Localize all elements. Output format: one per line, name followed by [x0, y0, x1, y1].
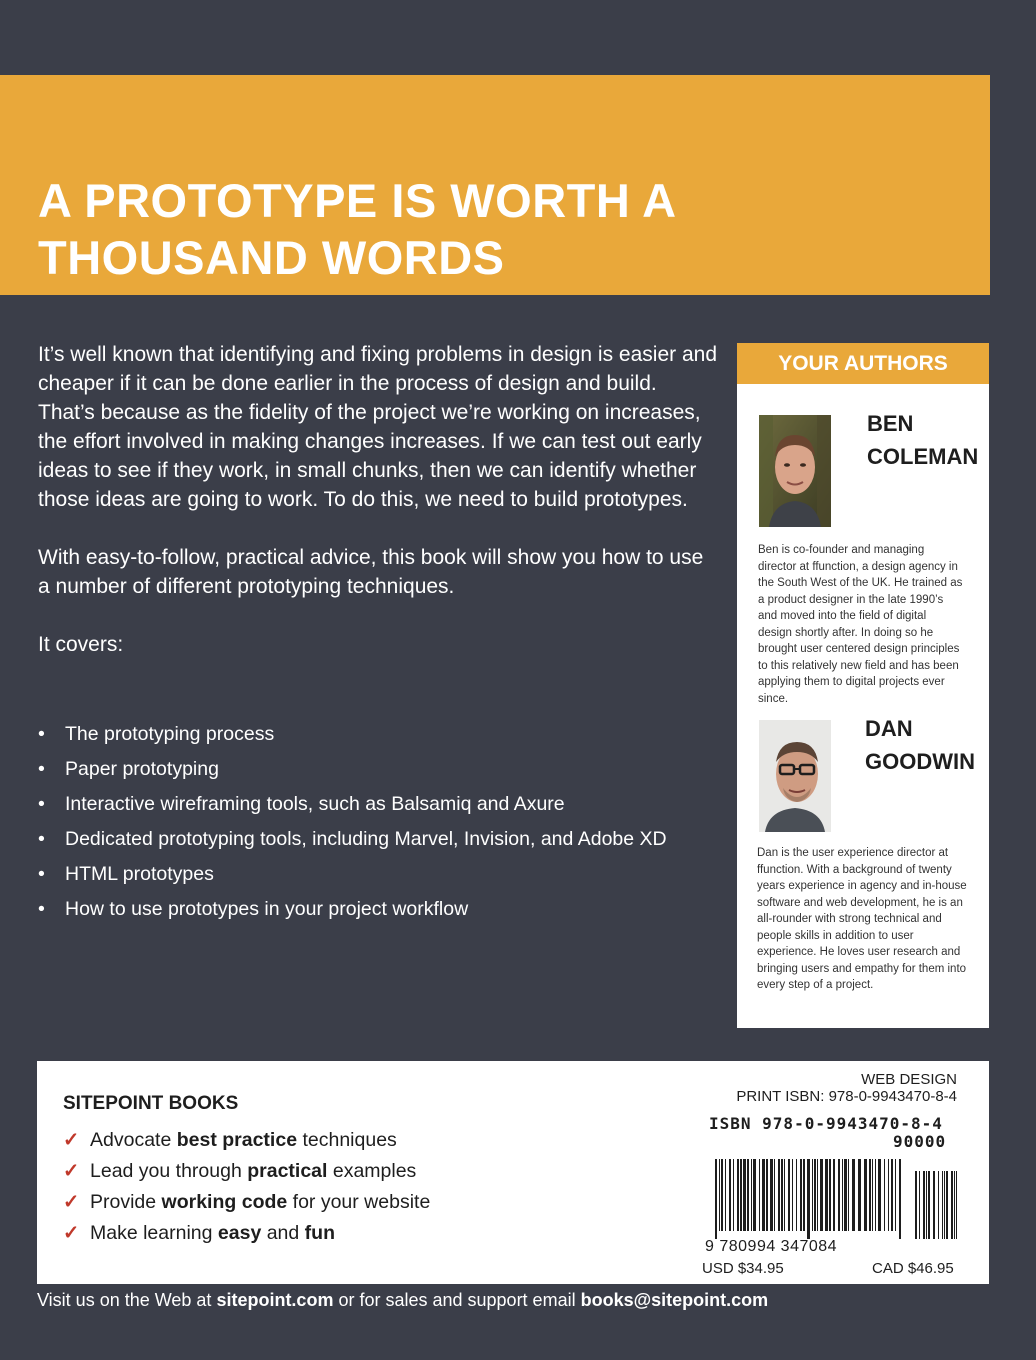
price-usd: USD $34.95: [702, 1260, 784, 1277]
email-link[interactable]: books@sitepoint.com: [580, 1290, 769, 1310]
list-item-text: Dedicated prototyping tools, including Marvel, Invision, and Adobe XD: [65, 828, 667, 850]
barcode-bar: [788, 1159, 790, 1231]
feature-list: [63, 1125, 430, 1249]
list-item-text: HTML prototypes: [65, 863, 214, 885]
intro-text: [38, 340, 718, 688]
title-line-2: THOUSAND WORDS: [38, 231, 505, 284]
barcode-bar: [814, 1159, 816, 1231]
barcode-bar: [942, 1171, 943, 1239]
barcode-bar: [820, 1159, 823, 1231]
barcode-bar: [933, 1171, 935, 1239]
barcode-bar: [766, 1159, 768, 1231]
authors-panel: [737, 343, 989, 1028]
barcode-bar: [938, 1171, 939, 1239]
barcode-bar: [781, 1159, 783, 1231]
barcode-bar: [759, 1159, 760, 1231]
barcode-bar: [844, 1159, 847, 1231]
barcode-bar: [743, 1159, 746, 1231]
barcode-bar: [812, 1159, 813, 1231]
barcode-bar: [838, 1159, 840, 1231]
list-item: [63, 1156, 430, 1187]
barcode-bar: [899, 1159, 901, 1239]
feature-bold: easy: [217, 1222, 262, 1244]
print-isbn: PRINT ISBN: 978-0-9943470-8-4: [736, 1088, 957, 1105]
list-item: [38, 823, 718, 858]
barcode-bar: [796, 1159, 797, 1231]
barcode-bar: [829, 1159, 831, 1231]
barcode-bar: [878, 1159, 881, 1231]
feature-bold: working code: [161, 1191, 288, 1213]
author-first-name: DAN: [865, 716, 913, 741]
barcode-bar: [848, 1159, 849, 1231]
intro-paragraph-3: It covers:: [38, 633, 124, 656]
barcode-bar: [869, 1159, 871, 1231]
barcode-bar: [784, 1159, 785, 1231]
barcode-bar: [792, 1159, 793, 1231]
barcode-bar: [817, 1159, 818, 1231]
ean-digits: 9 780994 347084: [705, 1238, 838, 1255]
barcode-bar: [833, 1159, 835, 1231]
barcode-bar: [778, 1159, 780, 1231]
ben-coleman-photo: [759, 415, 831, 527]
feature-text: Advocate: [90, 1129, 177, 1151]
barcode-bar: [915, 1171, 917, 1239]
bullet-icon: •: [38, 758, 45, 780]
topics-list: [38, 718, 718, 928]
feature-bold: fun: [304, 1222, 335, 1244]
barcode-bar: [895, 1159, 896, 1231]
barcode-bar: [825, 1159, 828, 1231]
barcode-bar: [753, 1159, 756, 1231]
list-item: [38, 788, 718, 823]
bullet-icon: •: [38, 723, 45, 745]
feature-text: examples: [327, 1160, 417, 1182]
authors-heading: YOUR AUTHORS: [737, 343, 989, 384]
barcode-bar: [719, 1159, 720, 1231]
feature-bold: best practice: [176, 1129, 298, 1151]
ben-coleman-bio: Ben is co-founder and managing director at ffunction, a design agency in the South West of the UK. He trained as a product designer in the late 1990’s and moved into the field of digital design shortly after. In doing so he brought user centered design principles to this relatively new field and has been applying them to digital projects ever since.: [758, 544, 963, 705]
barcode-bar: [747, 1159, 749, 1231]
barcode-bar: [733, 1159, 734, 1231]
barcode-bar: [956, 1171, 957, 1239]
back-cover-footer: [37, 1061, 989, 1284]
barcode-bar: [770, 1159, 773, 1231]
barcode-bar: [872, 1159, 873, 1231]
author-first-name: BEN: [867, 411, 914, 436]
bullet-icon: •: [38, 828, 45, 850]
barcode-bar: [864, 1159, 867, 1231]
feature-text: and: [261, 1222, 305, 1244]
addon-code: 90000: [893, 1132, 947, 1151]
barcode-bar: [725, 1159, 726, 1231]
list-item: [38, 858, 718, 893]
list-item: [38, 893, 718, 928]
intro-paragraph-1: It’s well known that identifying and fixing problems in design is easier and cheaper if it can be done earlier in the process of design and build. That’s because as the fidelity of the project we’re working on increases, the effort involved in making changes increases. If we can test out early ideas to see if they work, in small chunks, then we can identify whether those ideas are going to work. To do this, we need to build prototypes.: [38, 343, 717, 511]
intro-paragraph-2: With easy-to-follow, practical advice, this book will show you how to use a number of different prototyping techniques.: [38, 546, 704, 598]
feature-text: Lead you through: [90, 1160, 248, 1182]
list-item: [63, 1218, 430, 1249]
barcode-bar: [803, 1159, 805, 1231]
barcode-bar: [946, 1171, 948, 1239]
feature-text: for your website: [287, 1191, 431, 1213]
barcode-bar: [852, 1159, 855, 1231]
barcode-bar: [740, 1159, 742, 1231]
bullet-icon: •: [38, 863, 45, 885]
barcode-bar: [951, 1171, 953, 1239]
check-icon: ✓: [63, 1129, 80, 1151]
price-cad: CAD $46.95: [872, 1260, 954, 1277]
barcode-bar: [807, 1159, 810, 1239]
website-link[interactable]: sitepoint.com: [216, 1290, 334, 1310]
barcode-bar: [926, 1171, 927, 1239]
isbn-barcode-text: ISBN 978-0-9943470-8-4: [709, 1114, 943, 1133]
barcode-bar: [729, 1159, 731, 1231]
dan-goodwin-photo: [759, 720, 831, 832]
bullet-icon: •: [38, 898, 45, 920]
barcode-bar: [888, 1159, 889, 1231]
dan-goodwin-name: [865, 712, 975, 778]
ben-coleman-name: [867, 407, 978, 473]
feature-text: Make learning: [90, 1222, 218, 1244]
check-icon: ✓: [63, 1191, 80, 1213]
barcode-image: [705, 1131, 959, 1249]
barcode-bar: [891, 1159, 893, 1231]
feature-bold: practical: [247, 1160, 328, 1182]
list-item-text: How to use prototypes in your project workflow: [65, 898, 469, 920]
barcode-bar: [884, 1159, 885, 1231]
contact-line: [37, 1290, 768, 1311]
publisher-brand: SITEPOINT BOOKS: [63, 1093, 239, 1114]
contact-text: or for sales and support email: [333, 1290, 581, 1310]
barcode-bar: [875, 1159, 876, 1231]
bullet-icon: •: [38, 793, 45, 815]
list-item: [63, 1187, 430, 1218]
list-item: [38, 753, 718, 788]
list-item: [38, 718, 718, 753]
barcode-bar: [721, 1159, 723, 1231]
barcode-bar: [928, 1171, 930, 1239]
barcode-bar: [858, 1159, 861, 1231]
isbn-info: [697, 1071, 957, 1105]
feature-text: techniques: [297, 1129, 397, 1151]
book-title: [38, 172, 677, 286]
feature-text: Provide: [90, 1191, 162, 1213]
barcode-bar: [944, 1171, 945, 1239]
barcode-bar: [715, 1159, 717, 1239]
barcode-bar: [762, 1159, 765, 1231]
author-last-name: GOODWIN: [865, 749, 975, 774]
barcode-bar: [774, 1159, 775, 1231]
list-item: [63, 1125, 430, 1156]
barcode-bar: [923, 1171, 925, 1239]
list-item-text: Interactive wireframing tools, such as Balsamiq and Axure: [65, 793, 565, 815]
list-item-text: Paper prototyping: [65, 758, 219, 780]
barcode-bar: [954, 1171, 955, 1239]
category-label: WEB DESIGN: [861, 1071, 957, 1088]
barcode-bar: [737, 1159, 739, 1231]
author-last-name: COLEMAN: [867, 444, 979, 469]
barcode-bar: [751, 1159, 752, 1231]
contact-text: Visit us on the Web at: [37, 1290, 217, 1310]
barcode-bar: [800, 1159, 802, 1231]
check-icon: ✓: [63, 1222, 80, 1244]
list-item-text: The prototyping process: [65, 723, 275, 745]
barcode-bar: [842, 1159, 843, 1231]
barcode-bar: [919, 1171, 920, 1239]
title-line-1: A PROTOTYPE IS WORTH A: [38, 174, 677, 227]
check-icon: ✓: [63, 1160, 80, 1182]
dan-goodwin-bio: Dan is the user experience director at ffunction. With a background of twenty years experience in agency and in-house software and web development, he is an all-rounder with strong technical and people skills in addition to user experience. He loves user research and bringing users and empathy for them into every step of a project.: [757, 847, 967, 991]
